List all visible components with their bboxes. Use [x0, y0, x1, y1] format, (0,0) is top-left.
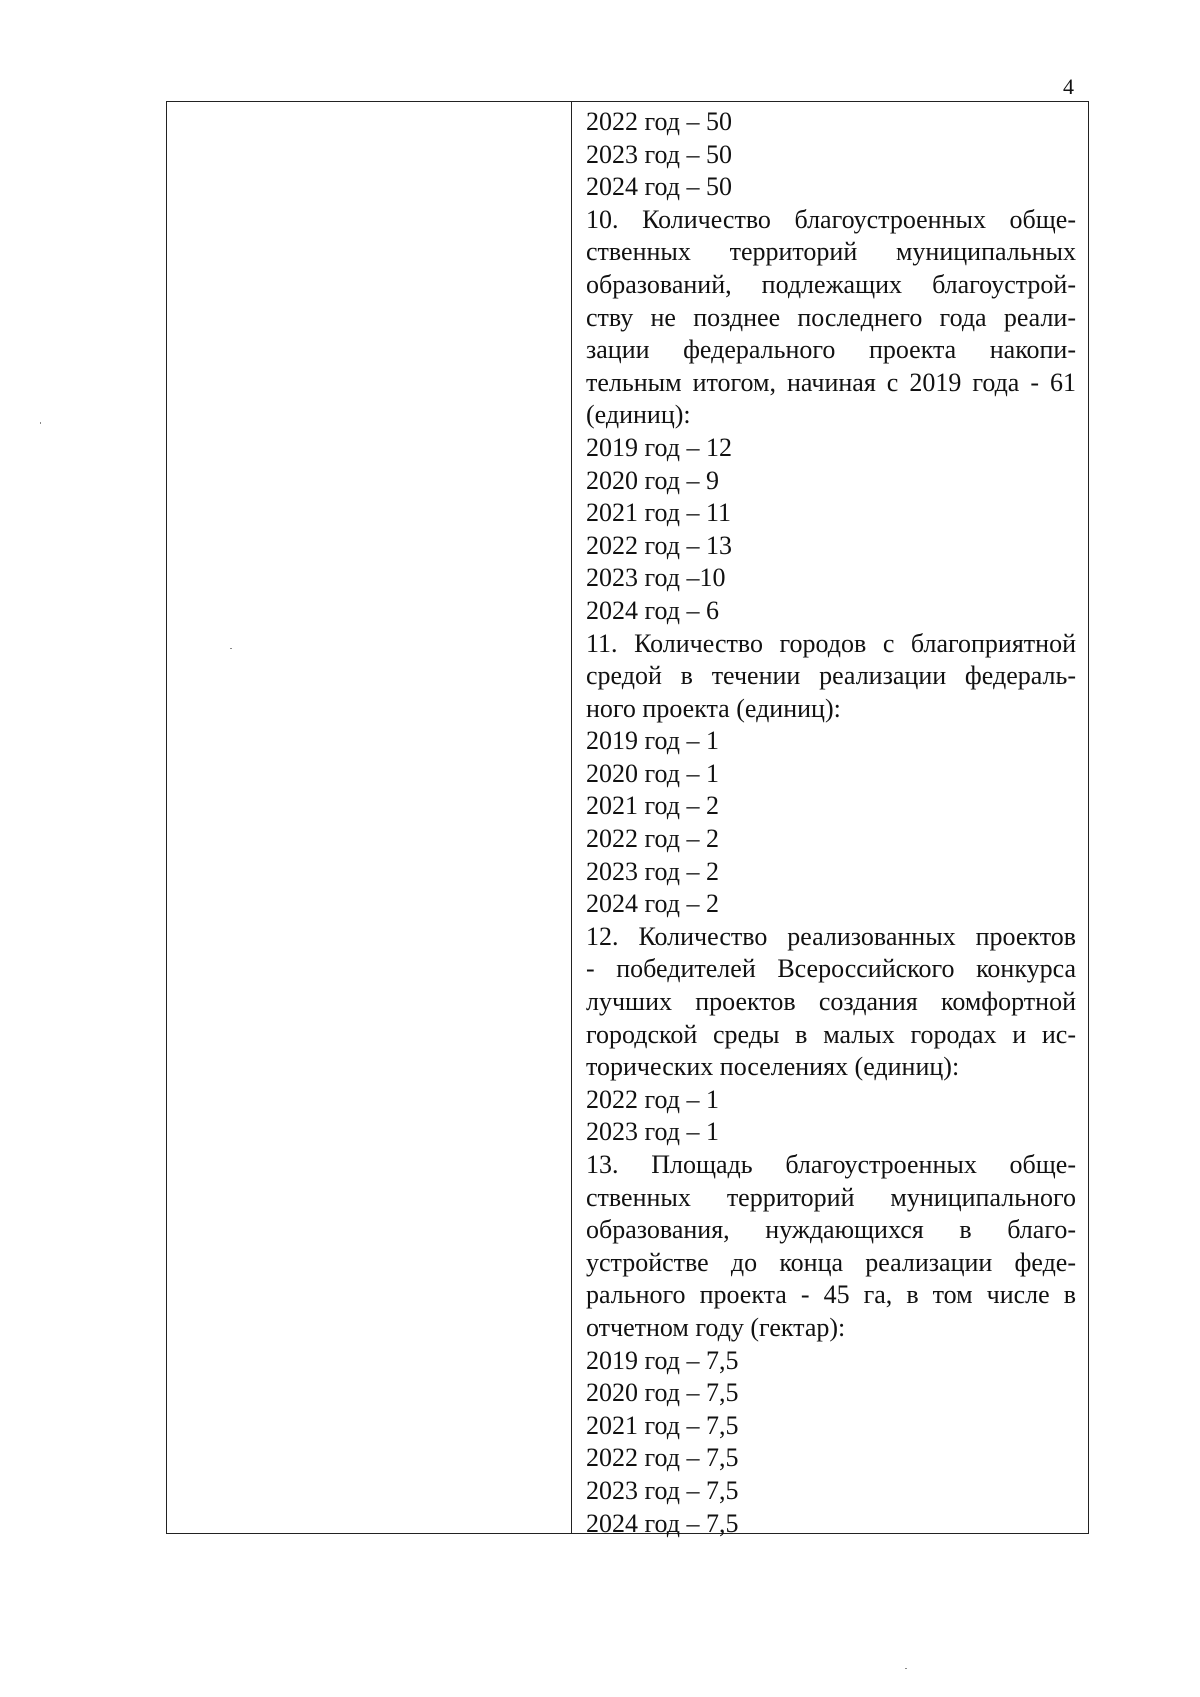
text-line: тельным итогом, начиная с 2019 года - 61: [586, 367, 1076, 397]
text-line: 13. Площадь благоустроенных обще-: [586, 1150, 1076, 1179]
text-line: 2023 год –10: [586, 563, 726, 593]
text-line: рального проекта - 45 га, в том числе в: [586, 1280, 1076, 1310]
text-line: 2022 год – 50: [586, 107, 732, 136]
text-line: 2022 год – 7,5: [586, 1443, 739, 1473]
text-line: - победителей Всероссийского конкурса: [586, 954, 1076, 984]
text-line: 2024 год – 50: [586, 172, 732, 202]
text-line: 2020 год – 1: [586, 758, 719, 788]
table-left-cell: [167, 102, 572, 1533]
text-line: 10. Количество благоустроенных обще-: [586, 204, 1076, 234]
text-line: 2024 год – 7,5: [586, 1508, 739, 1538]
scan-speck: [40, 422, 41, 424]
text-line: 2023 год – 50: [586, 139, 732, 169]
scan-speck: [905, 1668, 907, 1669]
text-line: устройстве до конца реализации феде-: [586, 1247, 1076, 1277]
table-right-cell: [572, 102, 1088, 1538]
text-line: 2024 год – 6: [586, 595, 719, 625]
text-line: ственных территорий муниципального: [586, 1182, 1076, 1212]
text-line: 2023 год – 2: [586, 856, 719, 886]
text-line: 2022 год – 2: [586, 824, 719, 854]
text-line: (единиц):: [586, 400, 691, 430]
text-line: городской среды в малых городах и ис-: [586, 1019, 1076, 1049]
text-line: образования, нуждающихся в благо-: [586, 1215, 1076, 1245]
text-line: лучших проектов создания комфортной: [586, 987, 1076, 1017]
text-line: 2023 год – 7,5: [586, 1475, 739, 1505]
text-line: 2021 год – 2: [586, 791, 719, 821]
text-line: средой в течении реализации федераль-: [586, 661, 1076, 691]
text-line: 2019 год – 7,5: [586, 1345, 739, 1375]
scan-speck: [230, 648, 232, 649]
text-line: ственных территорий муниципальных: [586, 237, 1076, 267]
text-line: 2020 год – 7,5: [586, 1378, 739, 1408]
text-line: торических поселениях (единиц):: [586, 1052, 960, 1082]
text-line: зации федерального проекта накопи-: [586, 335, 1076, 365]
text-line: 2021 год – 11: [586, 498, 732, 528]
text-line: 2021 год – 7,5: [586, 1410, 739, 1440]
text-line: образований, подлежащих благоустрой-: [586, 269, 1076, 299]
text-line: 12. Количество реализованных проектов: [586, 921, 1076, 951]
text-line: 2022 год – 13: [586, 530, 732, 560]
text-line: 2024 год – 2: [586, 889, 719, 919]
text-line: отчетном году (гектар):: [586, 1312, 846, 1342]
text-line: 2019 год – 1: [586, 726, 719, 756]
text-line: 2023 год – 1: [586, 1117, 719, 1147]
text-line: 11. Количество городов с благоприятной: [586, 628, 1076, 658]
indicator-table: [166, 101, 1089, 1538]
text-line: ного проекта (единиц):: [586, 693, 841, 723]
text-line: 2019 год – 12: [586, 432, 732, 462]
page-number: 4: [1063, 74, 1074, 99]
text-line: 2022 год – 1: [586, 1084, 719, 1114]
text-line: ству не позднее последнего года реали-: [586, 302, 1076, 332]
text-line: 2020 год – 9: [586, 465, 719, 495]
